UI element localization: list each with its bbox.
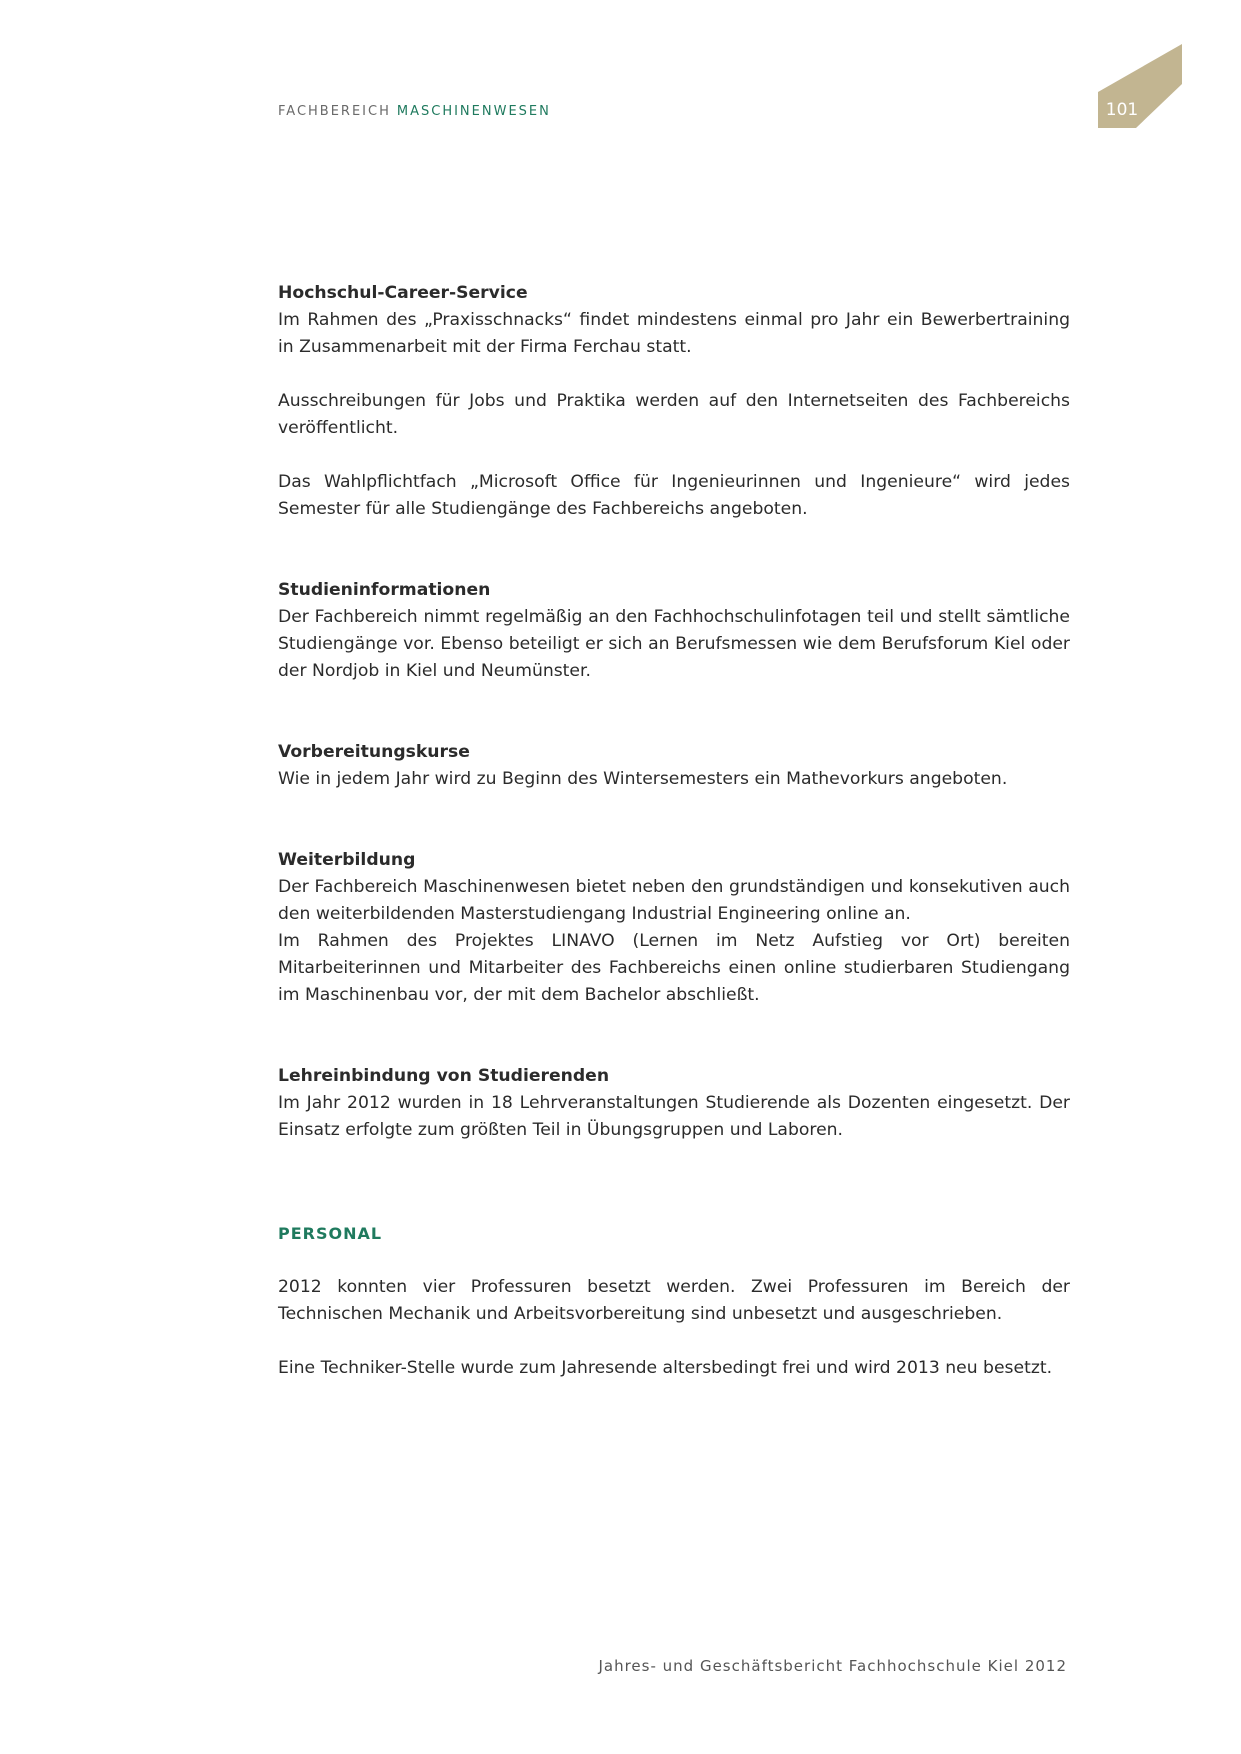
paragraph: Im Jahr 2012 wurden in 18 Lehrveranstaltungen Studierende als Dozenten eingesetzt. Der Einsatz erfolgte zum größten Teil in Übungsgruppen und Laboren. <box>278 1093 1070 1140</box>
page-number: 101 <box>1105 100 1139 120</box>
paragraph: Ausschreibungen für Jobs und Praktika werden auf den Internetseiten des Fachbereichs veröffentlicht. <box>278 391 1070 438</box>
personal-heading: PERSONAL <box>278 1224 383 1243</box>
paragraph: Eine Techniker-Stelle wurde zum Jahresende altersbedingt frei und wird 2013 neu besetzt. <box>278 1358 1053 1378</box>
paragraph: Der Fachbereich nimmt regelmäßig an den Fachhochschulinfotagen teil und stellt sämtliche Studiengänge vor. Ebenso beteiligt er sich an Berufsmessen wie dem Berufsforum Kiel oder der Nordjob in Kiel und Neumünster. <box>278 607 1070 681</box>
header-department: MASCHINENWESEN <box>396 104 551 119</box>
section-heading: Hochschul-Career-Service <box>278 283 528 303</box>
section-heading: Studieninformationen <box>278 580 491 600</box>
main-content <box>278 280 1070 1382</box>
running-footer: Jahres- und Geschäftsbericht Fachhochschule Kiel 2012 <box>598 1657 1067 1675</box>
header-label: FACHBEREICH <box>278 104 391 119</box>
paragraph: Das Wahlpflichtfach „Microsoft Office für Ingenieurinnen und Ingenieure“ wird jedes Semester für alle Studiengänge des Fachbereichs angeboten. <box>278 472 1070 519</box>
section-lehreinbindung <box>278 1063 1070 1144</box>
paragraph: Im Rahmen des Projektes LINAVO (Lernen im Netz Aufstieg vor Ort) bereiten Mitarbeiterinnen und Mitarbeiter des Fachbereichs einen online studierbaren Studiengang im Maschinenbau vor, der mit dem Bachelor abschließt. <box>278 931 1070 1005</box>
paragraph: Wie in jedem Jahr wird zu Beginn des Wintersemesters ein Mathevorkurs angeboten. <box>278 769 1008 789</box>
section-weiterbildung <box>278 847 1070 1009</box>
section-career-service <box>278 280 1070 523</box>
running-header <box>278 104 551 119</box>
section-personal <box>278 1220 1070 1382</box>
section-vorbereitungskurse <box>278 739 1070 793</box>
section-heading: Vorbereitungskurse <box>278 742 470 762</box>
section-studieninformationen <box>278 577 1070 685</box>
section-heading: Lehreinbindung von Studierenden <box>278 1066 610 1086</box>
paragraph: 2012 konnten vier Professuren besetzt werden. Zwei Professuren im Bereich der Technischen Mechanik und Arbeitsvorbereitung sind unbesetzt und ausgeschrieben. <box>278 1277 1070 1324</box>
section-heading: Weiterbildung <box>278 850 416 870</box>
paragraph: Der Fachbereich Maschinenwesen bietet neben den grundständigen und konsekutiven auch den weiterbildenden Masterstudiengang Industrial Engineering online an. <box>278 877 1070 924</box>
paragraph: Im Rahmen des „Praxisschnacks“ findet mindestens einmal pro Jahr ein Bewerbertraining in Zusammenarbeit mit der Firma Ferchau statt. <box>278 310 1070 357</box>
